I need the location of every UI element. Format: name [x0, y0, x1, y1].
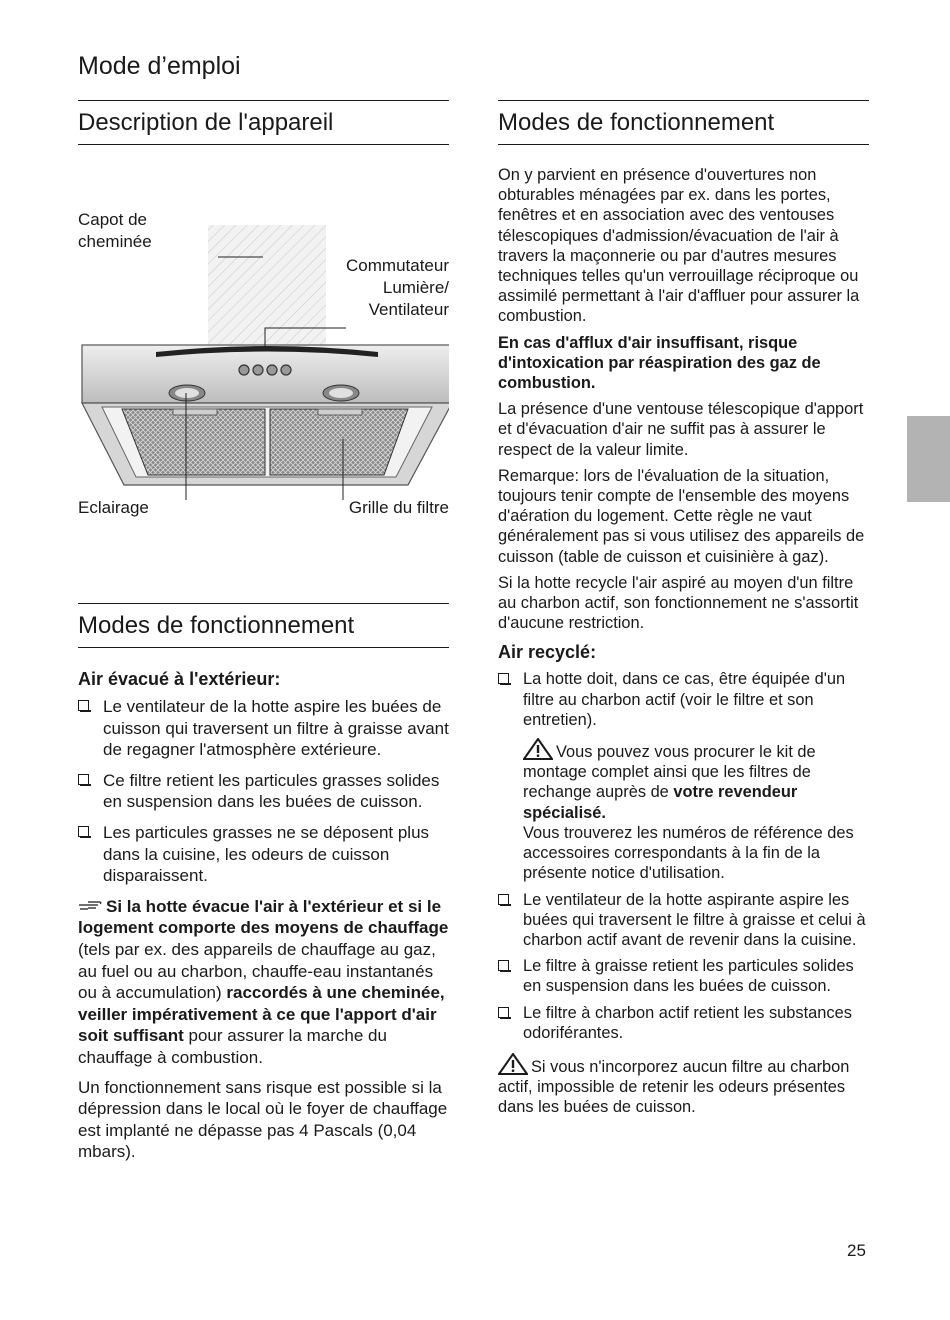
paragraph-fonctionnement: Un fonctionnement sans risque est possible si la dépression dans le local où le foyer de chauffage est implanté ne dépasse pas 4 Pascals (0,04 mbars).	[78, 1077, 448, 1162]
list-item	[498, 956, 869, 996]
list-item-text: Le ventilateur de la hotte aspirante aspire les buées qui traversent le filtre à graisse et celui à charbon actif avant de revenir dans la cuisine.	[523, 890, 866, 949]
warning-kit-text-2: Vous trouverez les numéros de référence des accessoires correspondants à la fin de la présente notice d'utilisation.	[523, 823, 854, 883]
note-bold-2: raccordés à une cheminée, veiller impérativement à ce que l'apport d'air soit suffisant	[78, 983, 445, 1046]
label-eclairage: Eclairage	[78, 498, 149, 517]
paragraph-remarque: Remarque: lors de l'évaluation de la situation, toujours tenir compte de l'ensemble des moyens d'aération du logement. Cette règle ne vaut généralement pas si vous utilisez des appareils de cuisson (table de cuisson et cuisinière à gaz).	[498, 466, 865, 566]
note-bold-1: Si la hotte évacue l'air à l'extérieur et si le logement comporte des moyens de chauffage	[78, 896, 449, 938]
air-recycle-list-1	[498, 669, 869, 730]
left-column	[78, 100, 449, 1171]
list-item	[498, 669, 869, 730]
left-body	[78, 668, 449, 1163]
warning-triangle-icon	[523, 738, 553, 760]
right-column	[498, 100, 869, 1124]
label-commutateur-line1: Commutateur	[346, 256, 449, 275]
section-title-modes-right: Modes de fonctionnement	[498, 100, 869, 145]
checkbox-bullet-icon	[498, 1007, 509, 1018]
checkbox-bullet-icon	[498, 673, 509, 684]
list-item-text: La hotte doit, dans ce cas, être équipée d'un filtre au charbon actif (voir le filtre et son entretien).	[523, 670, 846, 729]
air-recycle-list-2	[498, 890, 869, 1043]
checkbox-bullet-icon	[78, 826, 89, 837]
right-body	[498, 165, 869, 1118]
list-item	[498, 1003, 869, 1043]
section-title-description: Description de l'appareil	[78, 100, 449, 145]
warning-kit-text-1: Vous pouvez vous procurer le kit de montage complet ainsi que les filtres de rechange auprès de	[523, 743, 816, 802]
list-item-text: Ce filtre retient les particules grasses solides en suspension dans les buées de cuisson.	[103, 770, 440, 812]
label-capot-de-cheminee	[78, 209, 152, 253]
paragraph-recycle: Si la hotte recycle l'air aspiré au moyen d'un filtre au charbon actif, son fonctionnement ne s'assortit d'aucune restriction.	[498, 573, 859, 633]
warning-odeurs-text: Si vous n'incorporez aucun filtre au charbon actif, impossible de retenir les odeurs présentes dans les buées de cuisson.	[498, 1057, 850, 1117]
note-text-2: pour assurer la marche du chauffage à combustion.	[78, 1026, 387, 1067]
checkbox-bullet-icon	[498, 960, 509, 971]
hood-illustration	[78, 145, 449, 525]
list-item-text: Le filtre à graisse retient les particules solides en suspension dans les buées de cuisson.	[523, 957, 854, 996]
page-header: Mode d’emploi	[78, 52, 241, 80]
warning-odeurs	[498, 1053, 869, 1118]
section-title-modes-left: Modes de fonctionnement	[78, 603, 449, 648]
chapter-tab-marker	[907, 416, 950, 502]
chimney-cover	[208, 225, 326, 349]
warning-kit-bold: votre revendeur spécialisé.	[523, 783, 798, 822]
checkbox-bullet-icon	[78, 774, 89, 785]
warning-kit-text	[523, 738, 869, 823]
label-capot-line1: Capot de	[78, 210, 147, 229]
label-grille-du-filtre: Grille du filtre	[348, 498, 449, 517]
list-item	[78, 822, 449, 887]
checkbox-bullet-icon	[78, 700, 89, 711]
list-item-text: Les particules grasses ne se déposent plus dans la cuisine, les odeurs de cuisson disparaissent.	[103, 822, 430, 886]
warning-triangle-icon	[498, 1053, 528, 1075]
paragraph-ventouse: La présence d'une ventouse télescopique d'apport et d'évacuation d'air ne suffit pas à assurer le respect de la valeur limite.	[498, 400, 864, 459]
page-number: 25	[847, 1241, 866, 1260]
paragraph-risque: En cas d'afflux d'air insuffisant, risque d'intoxication par réaspiration des gaz de combustion.	[498, 333, 821, 393]
heading-air-evacue: Air évacué à l'extérieur:	[78, 669, 281, 689]
warning-kit	[498, 738, 869, 883]
list-item	[78, 696, 449, 761]
checkbox-bullet-icon	[498, 894, 509, 905]
label-commutateur	[346, 255, 449, 321]
pointing-hand-icon	[78, 898, 102, 912]
hood-diagram	[78, 145, 449, 525]
list-item-text: Le ventilateur de la hotte aspire les buées de cuisson qui traversent un filtre à graisse avant de regagner l'atmosphère extérieure.	[103, 697, 449, 760]
list-item	[78, 770, 449, 813]
label-capot-line2: cheminée	[78, 232, 152, 251]
label-commutateur-line3: Ventilateur	[368, 300, 449, 319]
paragraph-ouvertures: On y parvient en présence d'ouvertures non obturables ménagées par ex. dans les portes, fenêtres et en association avec des ventouses télescopiques d'admission/évacuation de l'air à travers la maçonnerie ou par d'autres mesures techniques telles qu'un verrouillage réciproque ou assimilé permettant à l'air d'affluer pour assurer la combustion.	[498, 166, 860, 326]
list-item-text: Le filtre à charbon actif retient les substances odoriférantes.	[523, 1003, 852, 1042]
list-item	[498, 890, 869, 951]
air-evacue-list	[78, 696, 449, 887]
label-commutateur-line2: Lumière/	[382, 278, 449, 297]
heading-air-recycle: Air recyclé:	[498, 642, 597, 663]
chauffage-note	[78, 896, 449, 1069]
note-text-1: (tels par ex. des appareils de chauffage au gaz, au fuel ou au charbon, chauffe-eau instantanés ou à accumulation)	[78, 939, 436, 1003]
